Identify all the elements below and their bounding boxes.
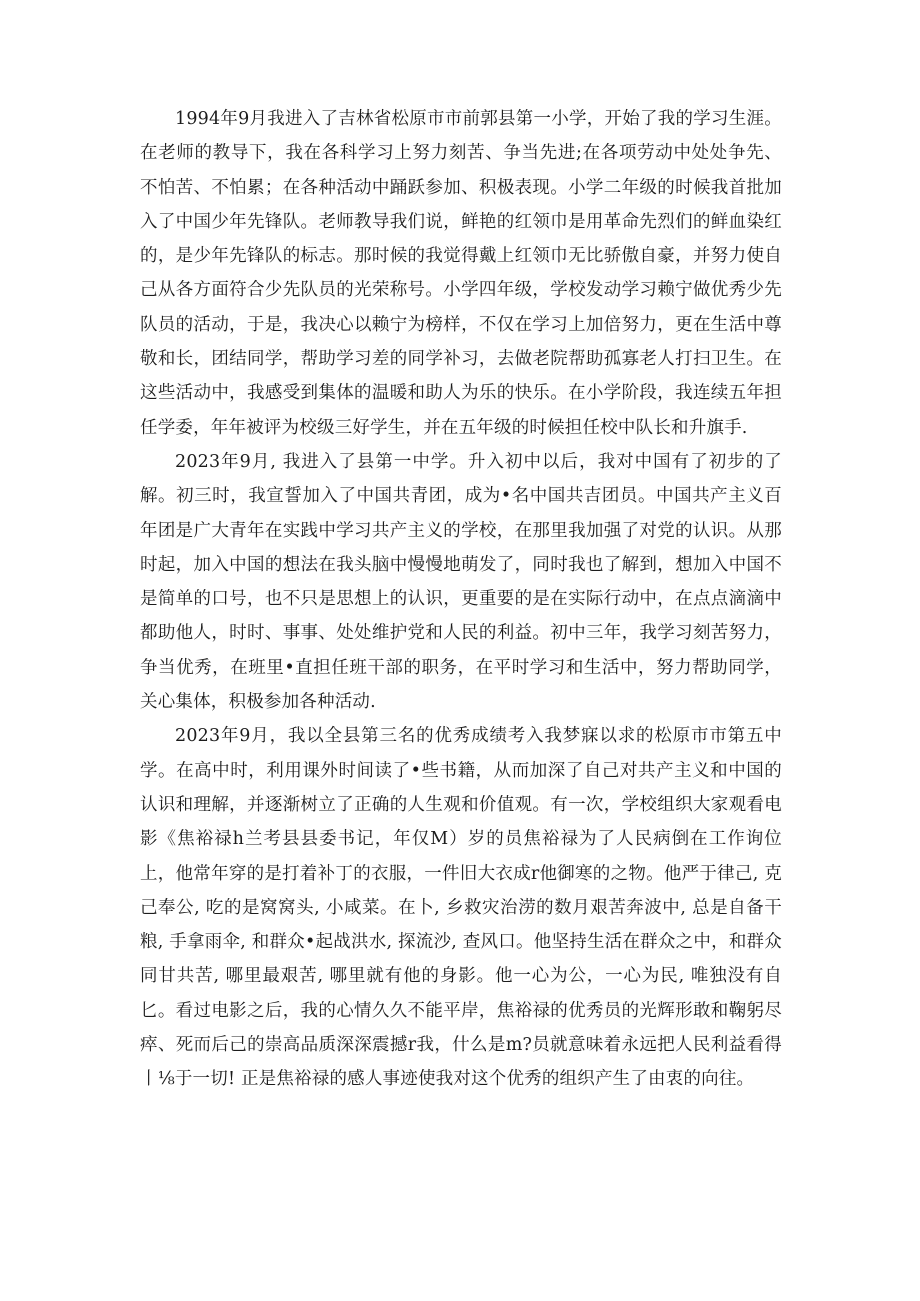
paragraph-primary-school: 1994年9月我进入了吉林省松原市市前郭县第一小学，开始了我的学习生涯。在老师的教导下，我在各科学习上努力刻苦、争当先进;在各项劳动中处处争先、不怕苦、不怕累；在各种活动中踊跃参加、积极表现。小学二年级的时候我首批加入了中国少年先锋队。老师教导我们说，鲜艳的红领巾是用革命先烈们的鲜血染红的，是少年先锋队的标志。那时候的我觉得戴上红领巾无比骄傲自豪，并努力使自己从各方面符合少先队员的光荣称号。小学四年级，学校发动学习赖宁做优秀少先队员的活动，于是，我决心以赖宁为榜样，不仅在学习上加倍努力，更在生活中尊敬和长，团结同学，帮助学习差的同学补习，去做老院帮助孤寡老人打扫卫生。在这些活动中，我感受到集体的温暖和助人为乐的快乐。在小学阶段，我连续五年担任学委，年年被评为校级三好学生，并在五年级的时候担任校中队长和升旗手. [140, 109, 782, 438]
document-body [140, 102, 782, 1097]
paragraph-middle-school: 2023年9月, 我进入了县第一中学。升入初中以后，我对中国有了初步的了解。初三时，我宣誓加入了中国共青团，成为•名中国共吉团员。中国共产主义百年团是广大青年在实践中学习共产主义的学校，在那里我加强了对党的认识。从那时起，加入中国的想法在我头脑中慢慢地萌发了，同时我也了解到，想加入中国不是简单的口号，也不只是思想上的认识，更重要的是在实际行动中，在点点滴滴中都助他人，时时、事事、处处维护党和人民的利益。初中三年，我学习刻苦努力，争当优秀，在班里•直担任班干部的职务，在平时学习和生活中，努力帮助同学，关心集体，积极参加各种活动. [140, 451, 782, 713]
paragraph-high-school: 2023年9月，我以全县第三名的优秀成绩考入我梦寐以求的松原市市第五中学。在高中时，利用课外时间读了•些书籍，从而加深了自己对共产主义和中国的认识和理解，并逐渐树立了正确的人生观和价值观。有一次，学校组织大家观看电影《焦裕禄h兰考县县委书记，年仅M）岁的员焦裕禄为了人民病倒在工作询位上，他常年穿的是打着补丁的衣服，一件旧大衣成r他御寒的之物。他严于律己, 克己奉公, 吃的是窝窝头, 小咸菜。在卜, 乡救灾治涝的数月艰苦奔波中, 总是自备干粮, 手拿雨伞, 和群众•起战洪水, 探流沙, 查风口。他坚持生活在群众之中，和群众同甘共苦, 哪里最艰苦, 哪里就有他的身影。他一心为公，一心为民, 唯独没有自匕。看过电影之后，我的心情久久不能平岸，焦裕禄的优秀员的光辉形敢和鞠躬尽瘁、死而后己的崇高品质深深震撼r我，什么是m?员就意味着永远把人民利益看得丨⅛于一切! 正是焦裕禄的感人事迹使我对这个优秀的组织产生了由衷的向往。 [140, 726, 782, 1090]
